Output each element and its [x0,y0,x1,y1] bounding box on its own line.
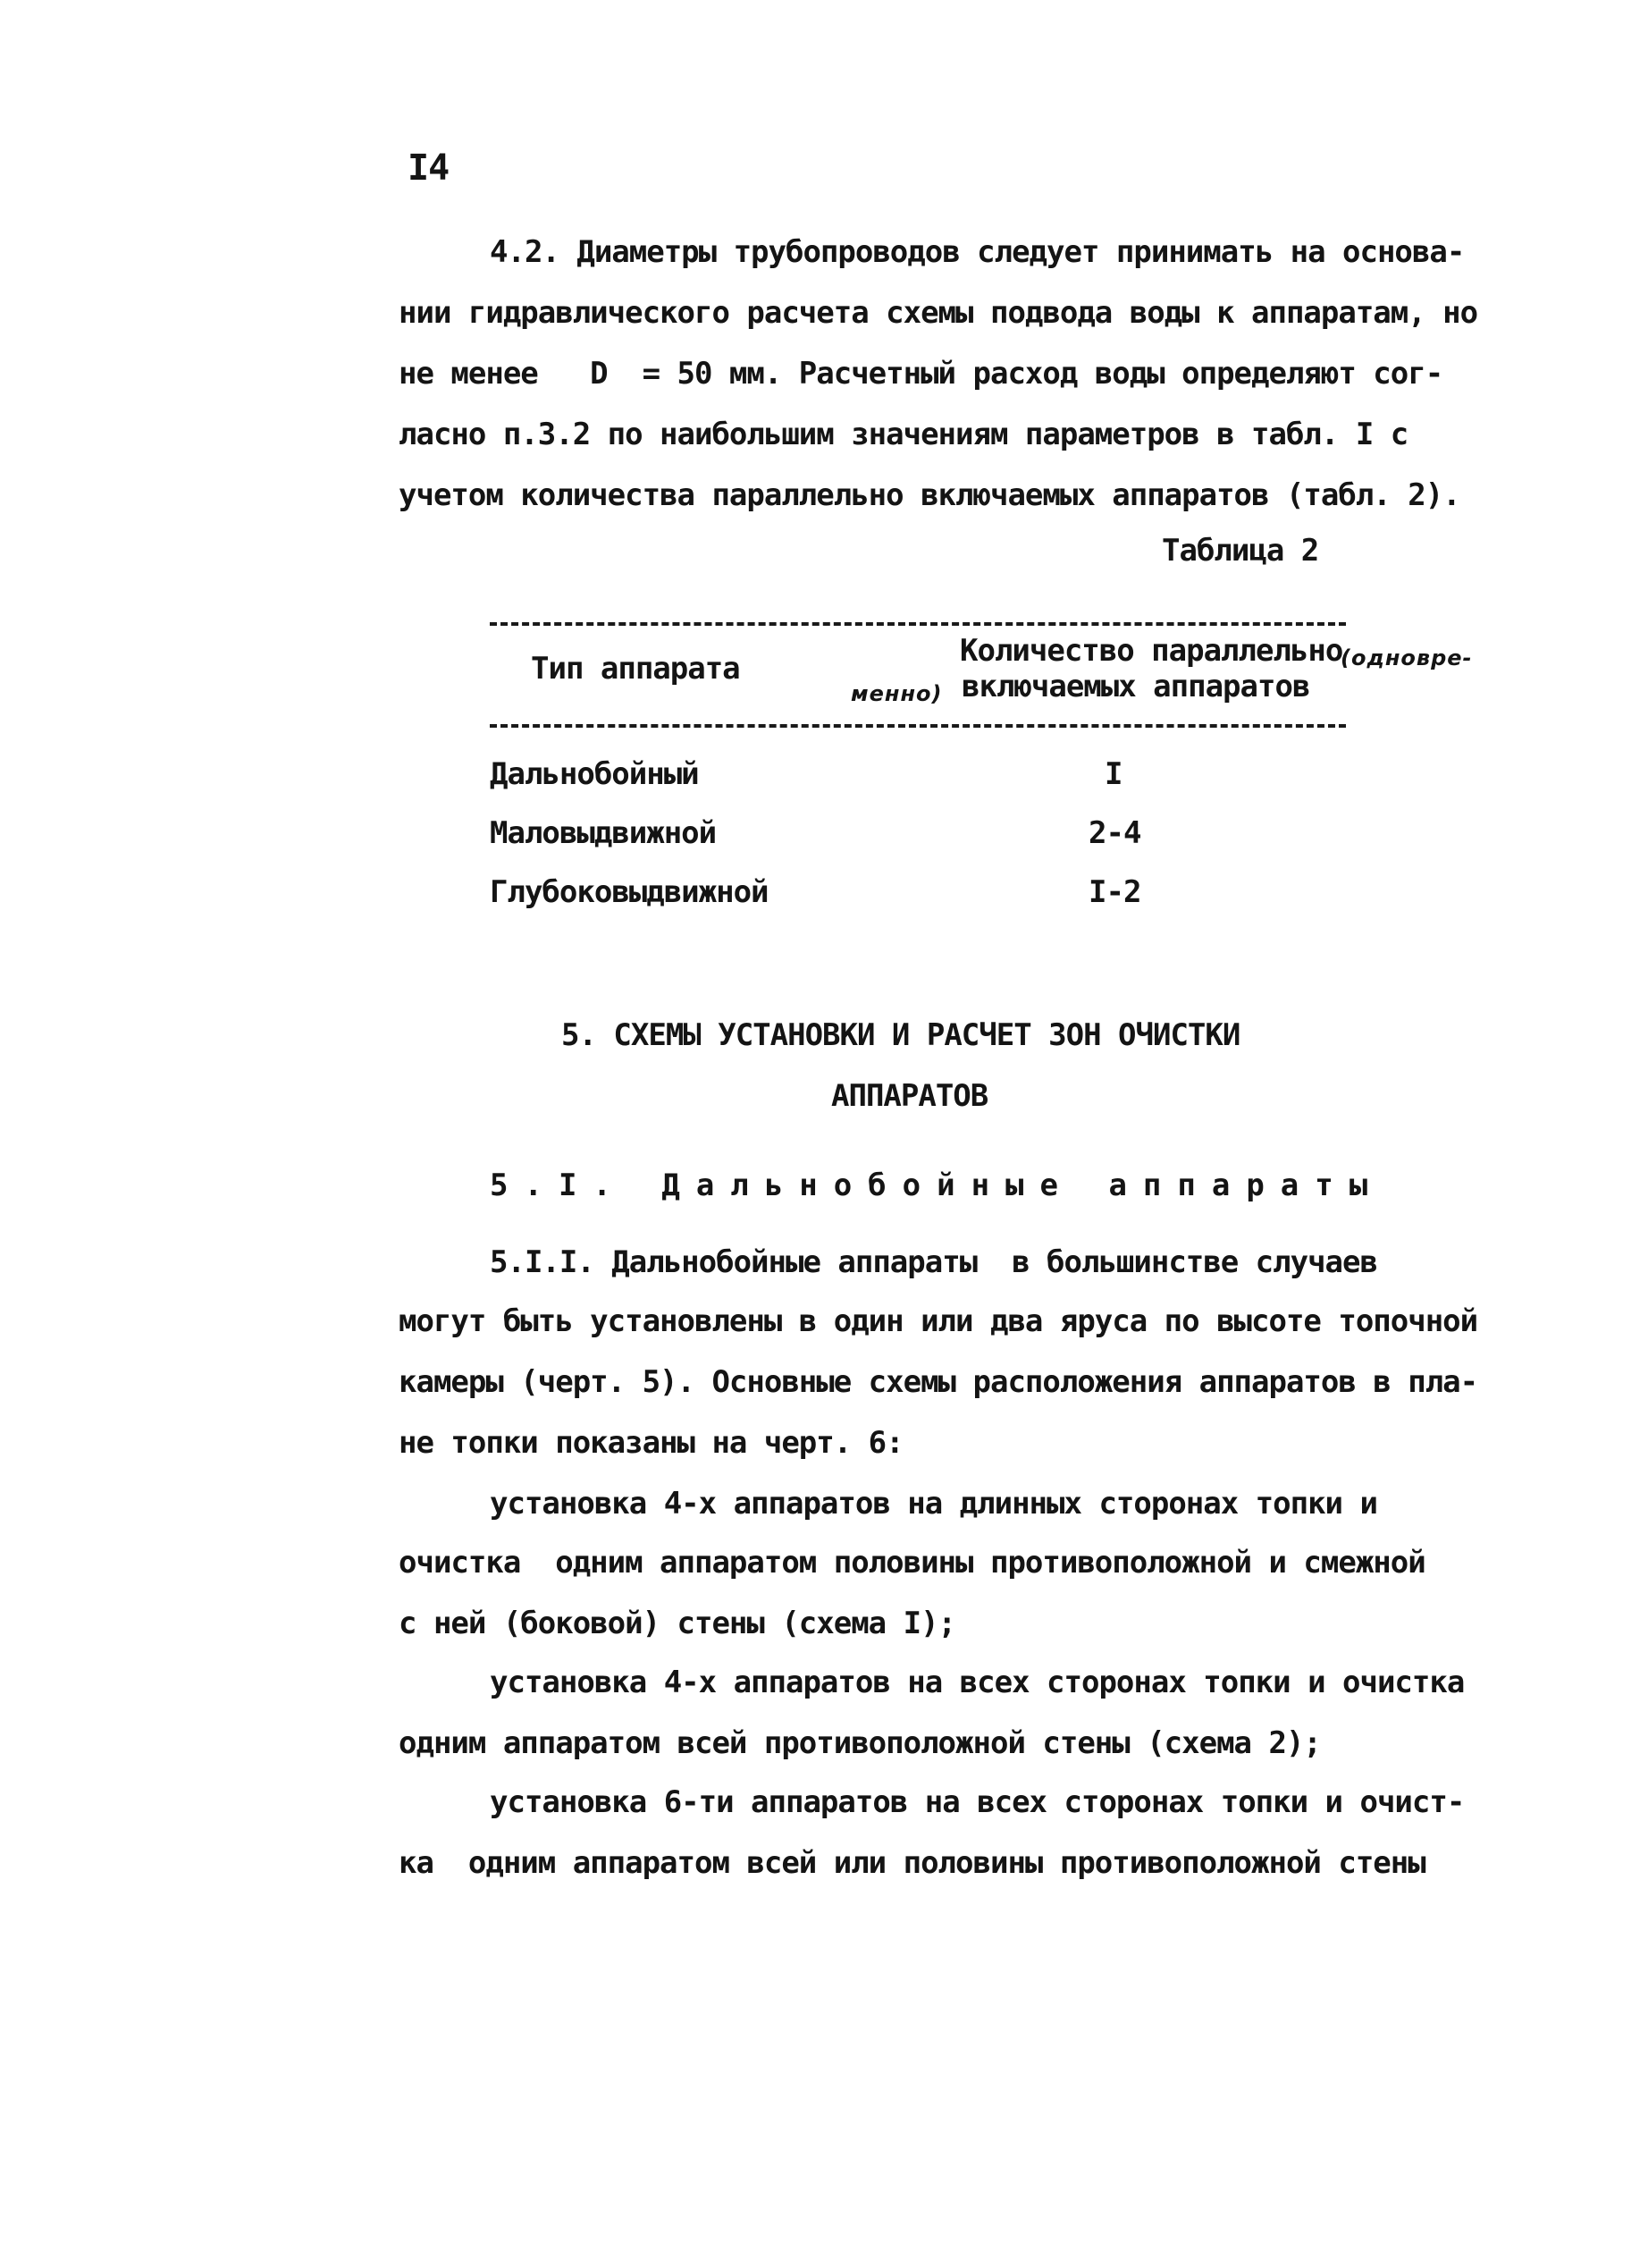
table-cell-type: Дальнобойный [490,756,699,792]
table-header-type: Тип аппарата [531,651,740,687]
section-title: АППАРАТОВ [831,1078,988,1114]
table-caption: Таблица 2 [1162,533,1319,569]
table-cell-count: I-2 [1089,874,1141,910]
para-5-1-1-line: установка 4-х аппаратов на длинных сторонах топки и [490,1486,1377,1522]
para-4-2-line: нии гидравлического расчета схемы подвода воды к аппаратам, но [399,295,1478,331]
handwritten-note: менно) [851,681,943,706]
table-cell-count: 2-4 [1089,815,1141,851]
subsection-title: 5.I. Дальнобойные аппараты [490,1168,1384,1203]
table-cell-type: Маловыдвижной [490,815,717,851]
para-5-1-1-line: установка 4-х аппаратов на всех сторонах топки и очистка [490,1665,1465,1700]
para-5-1-1-line: очистка одним аппаратом половины противоположной и смежной [399,1545,1425,1581]
para-5-1-1-line: одним аппаратом всей противоположной стены (схема 2); [399,1725,1321,1761]
section-title: 5. СХЕМЫ УСТАНОВКИ И РАСЧЕТ ЗОН ОЧИСТКИ [561,1017,1240,1053]
para-4-2-line: 4.2. Диаметры трубопроводов следует принимать на основа- [490,234,1465,270]
para-5-1-1-line: установка 6-ти аппаратов на всех сторонах топки и очист- [490,1784,1465,1820]
table-header-count-line1: Количество параллельно [960,633,1343,669]
para-5-1-1-line: с ней (боковой) стены (схема I); [399,1606,956,1641]
table-cell-count: I [1105,756,1122,792]
para-5-1-1-line: могут быть установлены в один или два яруса по высоте топочной [399,1303,1478,1339]
para-5-1-1-line: не топки показаны на черт. 6: [399,1425,904,1461]
table-header-count-line2: включаемых аппаратов [962,669,1310,704]
handwritten-note: (одновре- [1341,645,1473,670]
para-5-1-1-line: камеры (черт. 5). Основные схемы расположения аппаратов в пла- [399,1364,1478,1400]
para-5-1-1-line: 5.I.I. Дальнобойные аппараты в большинстве случаев [490,1244,1377,1280]
para-4-2-line: ласно п.3.2 по наибольшим значениям параметров в табл. I с [399,417,1408,452]
para-4-2-line: не менее D = 50 мм. Расчетный расход воды определяют сог- [399,356,1443,392]
table-cell-type: Глубоковыдвижной [490,874,769,910]
para-5-1-1-line: ка одним аппаратом всей или половины противоположной стены [399,1845,1425,1881]
para-4-2-line: учетом количества параллельно включаемых аппаратов (табл. 2). [399,477,1460,513]
page-number: I4 [408,148,450,189]
table-rule-header [490,724,1346,728]
table-rule-top [490,622,1346,626]
